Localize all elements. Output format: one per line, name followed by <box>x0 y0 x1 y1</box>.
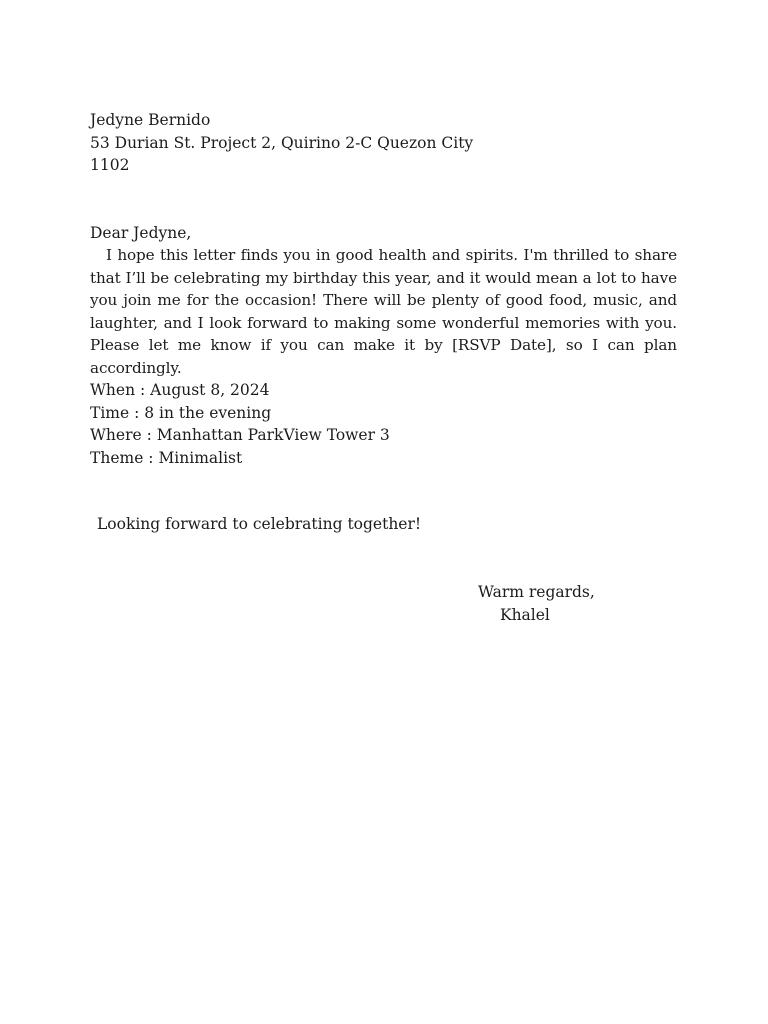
event-details-block <box>90 379 677 469</box>
signoff-regards: Warm regards, <box>478 583 595 601</box>
salutation: Dear Jedyne, <box>90 224 192 242</box>
signoff-block <box>478 581 595 626</box>
recipient-address-block <box>90 109 677 177</box>
closing-line: Looking forward to celebrating together! <box>97 515 422 533</box>
recipient-name: Jedyne Bernido <box>90 111 211 129</box>
recipient-postal-code: 1102 <box>90 156 130 174</box>
event-theme: Theme : Minimalist <box>90 448 243 467</box>
event-when: When : August 8, 2024 <box>90 381 270 399</box>
event-time: Time : 8 in the evening <box>90 403 272 422</box>
letter-body-paragraph: I hope this letter finds you in good health and spirits. I'm thrilled to share that I’ll be celebrating my birthday this year, and it would mean a lot to have you join me for the occasion! There will be plenty of good food, music, and laughter, and I look forward to making some wonderful memories with you. Please let me know if you can make it by [RSVP Date], so I can plan accordingly. <box>90 246 677 377</box>
event-where: Where : Manhattan ParkView Tower 3 <box>90 426 390 444</box>
recipient-street-address: 53 Durian St. Project 2, Quirino 2-C Quezon City <box>90 133 474 152</box>
sender-name: Khalel <box>500 605 550 624</box>
